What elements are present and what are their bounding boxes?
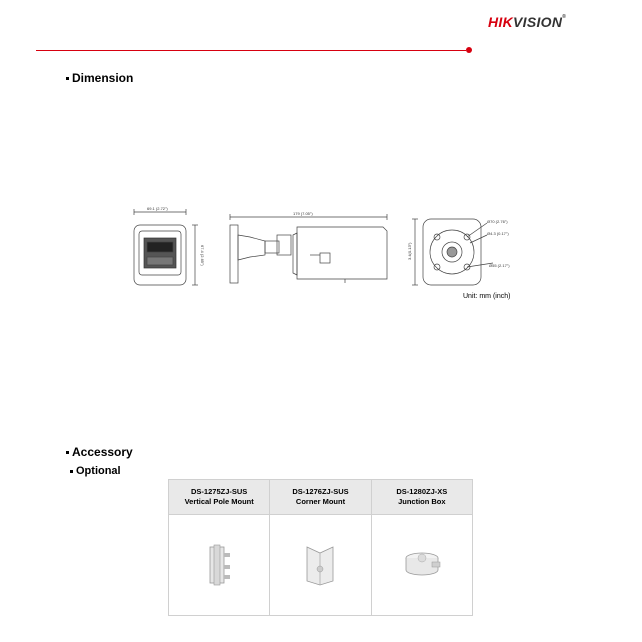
accessory-image-cell-3 <box>371 515 472 616</box>
dimension-title: Dimension <box>72 71 134 85</box>
header-rule-dot <box>466 47 472 53</box>
side-length-label: 179 (7.05") <box>293 211 313 216</box>
front-width-label: 69.1 (2.72") <box>147 206 168 211</box>
bullet-icon <box>66 451 69 454</box>
d70-label: Ø70 (2.76") <box>487 219 508 224</box>
optional-title: Optional <box>76 465 121 477</box>
brand-logo <box>488 14 566 30</box>
brand-vision: VISION <box>513 14 563 30</box>
dimension-drawing <box>125 205 525 295</box>
accessory-model: DS-1276ZJ-SUS <box>292 487 349 496</box>
brand-hik: HIK <box>488 14 514 30</box>
accessory-name: Junction Box <box>398 497 446 506</box>
accessory-image-cell-2 <box>270 515 371 616</box>
pole-mount-icon <box>204 543 234 587</box>
accessory-image-row <box>169 515 473 616</box>
brand-mark: ® <box>562 14 567 20</box>
front-view <box>134 209 198 285</box>
d55-label: Ø55 (2.17") <box>489 263 510 268</box>
accessory-table <box>168 479 473 616</box>
accessory-model: DS-1280ZJ-XS <box>396 487 448 496</box>
junction-box-icon <box>402 550 442 580</box>
accessory-cell-2 <box>270 480 371 515</box>
dimension-heading <box>66 71 133 85</box>
bullet-icon <box>70 470 73 473</box>
header-rule <box>36 50 466 51</box>
optional-heading <box>70 465 121 477</box>
accessory-name: Vertical Pole Mount <box>184 497 254 506</box>
unit-note: Unit: mm (inch) <box>463 293 511 300</box>
accessory-heading <box>66 445 133 459</box>
accessory-cell-1 <box>169 480 270 515</box>
accessory-title: Accessory <box>72 445 133 459</box>
d43-label: Ø4.3 (0.17") <box>487 231 509 236</box>
accessory-header-row <box>169 480 473 515</box>
front-height-label: 67.4 (2.65") <box>200 245 205 266</box>
accessory-cell-3 <box>371 480 472 515</box>
side-view <box>230 214 387 283</box>
accessory-model: DS-1275ZJ-SUS <box>191 487 248 496</box>
accessory-name: Corner Mount <box>295 497 346 506</box>
bullet-icon <box>66 77 69 80</box>
accessory-image-cell-1 <box>169 515 270 616</box>
rear-height-label: 3.4(0.13") <box>407 242 412 260</box>
corner-mount-icon <box>303 543 337 587</box>
rear-view <box>412 219 493 285</box>
